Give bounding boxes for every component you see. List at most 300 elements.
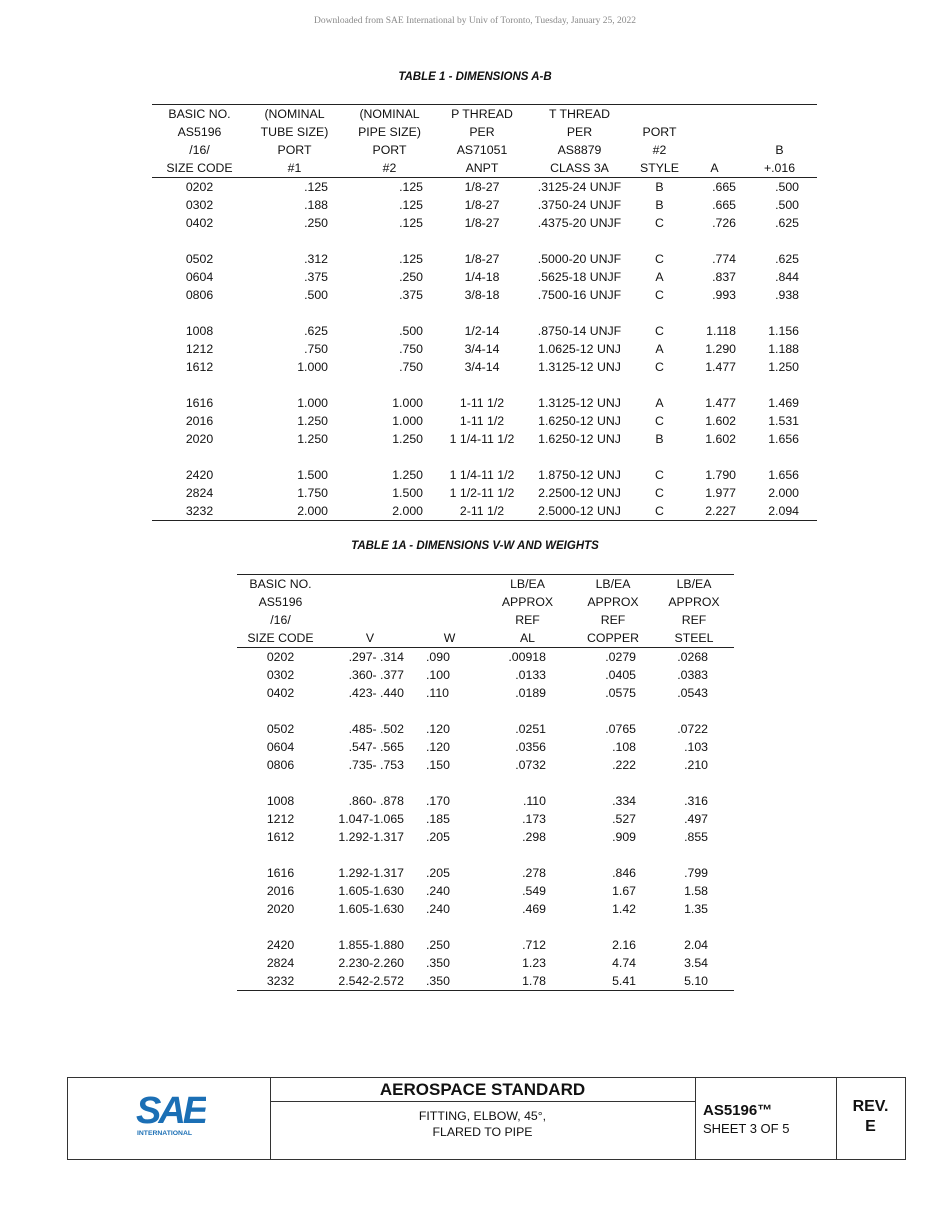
- table1-dimensions-a-b: [152, 104, 817, 521]
- table-cell: 1.3125-12 UNJ: [538, 396, 621, 410]
- table-cell: 0302: [266, 668, 295, 682]
- table-cell: 2824: [185, 486, 214, 500]
- table1-title: TABLE 1 - DIMENSIONS A-B: [398, 71, 552, 83]
- table-cell: .0268: [677, 650, 708, 664]
- table-cell: .625: [304, 324, 328, 338]
- table-cell: 1.118: [706, 324, 736, 338]
- spacer-cell: [237, 702, 734, 720]
- table-cell: 0402: [185, 216, 214, 230]
- table-row: [237, 810, 734, 828]
- table-cell: 0202: [185, 180, 214, 194]
- table-cell: 1612: [185, 360, 214, 374]
- table-cell: .423- .440: [348, 686, 404, 700]
- table-cell: 1/2-14: [464, 324, 500, 338]
- table-cell: .360- .377: [348, 668, 404, 682]
- document-description: [270, 1108, 695, 1140]
- column-header-cell: /16/: [189, 143, 210, 157]
- table-cell: .625: [775, 216, 799, 230]
- table-cell: C: [655, 324, 664, 338]
- table-cell: 2016: [266, 884, 295, 898]
- table-cell: 1.656: [768, 432, 799, 446]
- table-cell: .110: [522, 794, 546, 808]
- table-cell: .185: [426, 812, 450, 826]
- table-cell: .844: [775, 270, 799, 284]
- table-cell: .665: [712, 180, 736, 194]
- column-header-cell: [324, 575, 416, 594]
- sae-logo-mark: SAE: [136, 1091, 206, 1132]
- column-header-cell: ANPT: [437, 159, 527, 178]
- column-header-cell: [324, 611, 416, 629]
- table-cell: 2.5000-12 UNJ: [527, 502, 632, 521]
- table-cell: .469: [522, 902, 546, 916]
- table-row: [152, 250, 817, 268]
- table1a-title: TABLE 1A - DIMENSIONS V-W AND WEIGHTS: [351, 540, 599, 552]
- table-cell: 1.250: [768, 360, 799, 374]
- table-cell: .726: [712, 216, 736, 230]
- column-header-cell: /16/: [270, 613, 291, 627]
- table-cell: 2824: [266, 956, 295, 970]
- column-header-cell: SIZE CODE: [237, 629, 324, 648]
- column-header-cell: PIPE SIZE): [358, 125, 421, 139]
- table-cell: 1.000: [297, 360, 328, 374]
- table-row: [237, 720, 734, 738]
- column-header-cell: [687, 123, 742, 141]
- column-header-cell: #1: [247, 159, 342, 178]
- table-row: [237, 900, 734, 918]
- table-cell: 3.54: [684, 956, 708, 970]
- table-row: [152, 196, 817, 214]
- group-spacer-row: [152, 232, 817, 250]
- table-cell: .250: [399, 270, 423, 284]
- table-cell: 2.000: [342, 502, 437, 521]
- column-header-cell: P THREAD: [437, 105, 527, 124]
- table-cell: 2020: [185, 432, 214, 446]
- table-cell: .855: [684, 830, 708, 844]
- table-cell: .350: [426, 956, 450, 970]
- revision-cell: [836, 1078, 905, 1159]
- table-cell: .909: [612, 830, 636, 844]
- table-cell: 0402: [266, 686, 295, 700]
- table-cell: .205: [426, 866, 450, 880]
- table-cell: .860- .878: [348, 794, 404, 808]
- table-cell: 2.2500-12 UNJ: [538, 486, 621, 500]
- table-row: [152, 322, 817, 340]
- table-cell: 1.000: [392, 414, 423, 428]
- column-header-cell: STYLE: [632, 159, 687, 178]
- table-cell: 5.10: [654, 972, 734, 991]
- table-row: [237, 954, 734, 972]
- column-header-cell: AL: [483, 629, 572, 648]
- description-line-1: FITTING, ELBOW, 45°,: [418, 1109, 547, 1123]
- table-cell: 1.250: [392, 468, 423, 482]
- table-cell: 1.250: [297, 414, 328, 428]
- sae-logo: [136, 1091, 206, 1137]
- spacer-cell: [152, 232, 817, 250]
- column-header-cell: BASIC NO.: [237, 575, 324, 594]
- group-spacer-row: [152, 448, 817, 466]
- column-header-cell: REF: [681, 613, 707, 627]
- table-cell: B: [655, 198, 664, 212]
- table-cell: 1.58: [684, 884, 708, 898]
- table-cell: 0202: [266, 650, 295, 664]
- table-cell: .278: [522, 866, 546, 880]
- table-cell: .205: [426, 830, 450, 844]
- table-cell: .0133: [515, 668, 546, 682]
- table-cell: 1.250: [392, 432, 423, 446]
- column-header-cell: BASIC NO.: [152, 105, 247, 124]
- table-cell: .210: [684, 758, 708, 772]
- table-cell: 0604: [185, 270, 214, 284]
- table-cell: 1.750: [297, 486, 328, 500]
- table-row: [152, 178, 817, 197]
- table-cell: .312: [304, 252, 328, 266]
- table-row: [152, 502, 817, 521]
- column-header-cell: REF: [600, 613, 626, 627]
- column-header-cell: AS8879: [557, 143, 602, 157]
- table-cell: 2.000: [768, 486, 799, 500]
- table-cell: C: [655, 288, 664, 302]
- table-cell: .0405: [605, 668, 636, 682]
- column-header-cell: (NOMINAL: [342, 105, 437, 124]
- table-cell: B: [655, 180, 664, 194]
- table-cell: 3232: [237, 972, 324, 991]
- table-cell: .100: [426, 668, 450, 682]
- table-cell: 4.74: [612, 956, 636, 970]
- table-cell: 1.855-1.880: [338, 938, 404, 952]
- table-cell: 1.3125-12 UNJ: [538, 360, 621, 374]
- table-row: [237, 738, 734, 756]
- table-cell: 1/8-27: [464, 198, 500, 212]
- table-cell: 1.602: [705, 432, 736, 446]
- table-cell: 1612: [266, 830, 295, 844]
- column-header-cell: LB/EA: [654, 575, 734, 594]
- table-cell: C: [655, 360, 664, 374]
- table-row: [237, 828, 734, 846]
- table-cell: .938: [775, 288, 799, 302]
- table-cell: 1.156: [768, 324, 799, 338]
- table-row: [237, 972, 734, 991]
- column-header-cell: W: [416, 629, 483, 648]
- column-header-cell: PER: [469, 125, 495, 139]
- table-cell: 1 1/2-11 1/2: [449, 486, 515, 500]
- table-cell: 1/8-27: [464, 252, 500, 266]
- table-cell: .4375-20 UNJF: [537, 216, 622, 230]
- table-row: [237, 864, 734, 882]
- table-cell: .750: [304, 342, 328, 356]
- table-cell: .750: [399, 360, 423, 374]
- sae-logo-cell: [68, 1078, 271, 1159]
- column-header-cell: [742, 123, 817, 141]
- table-cell: 5.41: [572, 972, 654, 991]
- table-cell: .188: [304, 198, 328, 212]
- table-cell: .298: [522, 830, 546, 844]
- table-cell: .375: [399, 288, 423, 302]
- standard-cell: [270, 1078, 696, 1159]
- table-cell: 1.477: [705, 360, 736, 374]
- header-row: [237, 593, 734, 611]
- header-row: [237, 629, 734, 648]
- column-header-cell: [742, 105, 817, 124]
- table-cell: C: [655, 216, 664, 230]
- table-row: [152, 484, 817, 502]
- table-row: [152, 394, 817, 412]
- table-cell: 1.250: [297, 432, 328, 446]
- table-cell: .799: [684, 866, 708, 880]
- spacer-cell: [152, 448, 817, 466]
- table-cell: .3750-24 UNJF: [537, 198, 622, 212]
- table-cell: 3232: [152, 502, 247, 521]
- table-cell: 3/4-14: [464, 360, 500, 374]
- column-header-cell: PER: [566, 125, 593, 139]
- table-row: [152, 430, 817, 448]
- table-cell: .0732: [515, 758, 546, 772]
- standard-type: AEROSPACE STANDARD: [270, 1078, 695, 1102]
- column-header-cell: [687, 105, 742, 124]
- table-cell: .774: [712, 252, 736, 266]
- description-line-2: FLARED TO PIPE: [432, 1125, 533, 1139]
- table-cell: .0383: [677, 668, 708, 682]
- table-cell: .549: [522, 884, 546, 898]
- table-cell: A: [655, 342, 664, 356]
- group-spacer-row: [152, 304, 817, 322]
- table-cell: .250: [426, 938, 450, 952]
- header-row: [237, 611, 734, 629]
- column-header-cell: [687, 141, 742, 159]
- revision-value: E: [865, 1118, 876, 1135]
- table-row: [237, 792, 734, 810]
- table-cell: .222: [612, 758, 636, 772]
- column-header-cell: AS5196: [177, 125, 222, 139]
- table-cell: 1.790: [705, 468, 736, 482]
- table-cell: 2.227: [687, 502, 742, 521]
- table-row: [237, 756, 734, 774]
- table-cell: .500: [775, 198, 799, 212]
- column-header-cell: #2: [342, 159, 437, 178]
- table-cell: 1.047-1.065: [338, 812, 404, 826]
- header-row: [152, 105, 817, 124]
- column-header-cell: REF: [515, 613, 540, 627]
- table-cell: .125: [399, 252, 423, 266]
- table-cell: C: [655, 252, 664, 266]
- column-header-cell: APPROX: [587, 595, 639, 609]
- column-header-cell: AS71051: [456, 143, 508, 157]
- table-cell: .150: [426, 758, 450, 772]
- table-cell: 1.290: [705, 342, 736, 356]
- table-cell: A: [655, 270, 664, 284]
- table-cell: .7500-16 UNJF: [537, 288, 622, 302]
- table-cell: 1 1/4-11 1/2: [449, 468, 515, 482]
- column-header-cell: #2: [652, 143, 667, 157]
- title-block: [67, 1077, 906, 1160]
- table-row: [237, 882, 734, 900]
- table-cell: 1-11 1/2: [459, 396, 505, 410]
- column-header-cell: LB/EA: [572, 575, 654, 594]
- table-cell: 0806: [185, 288, 214, 302]
- spacer-cell: [152, 376, 817, 394]
- column-header-cell: COPPER: [572, 629, 654, 648]
- header-row: [152, 123, 817, 141]
- header-row: [237, 575, 734, 594]
- table-row: [237, 936, 734, 954]
- table-cell: .846: [612, 866, 636, 880]
- table-cell: .120: [426, 722, 450, 736]
- group-spacer-row: [152, 376, 817, 394]
- table-cell: .0765: [605, 722, 636, 736]
- table-cell: .625: [775, 252, 799, 266]
- column-header-cell: [632, 105, 687, 124]
- table-cell: 1.67: [612, 884, 636, 898]
- column-header-cell: [416, 593, 483, 611]
- spacer-cell: [237, 918, 734, 936]
- table-cell: .500: [775, 180, 799, 194]
- table-cell: .334: [612, 794, 636, 808]
- revision-label: REV.: [852, 1098, 889, 1115]
- table1a-dimensions-v-w-weights: [237, 574, 734, 991]
- table-cell: 1.500: [297, 468, 328, 482]
- table-row: [152, 286, 817, 304]
- table-cell: 1616: [185, 396, 214, 410]
- table-cell: C: [655, 486, 664, 500]
- table-row: [152, 358, 817, 376]
- table-cell: .0251: [515, 722, 546, 736]
- table-cell: 1.605-1.630: [338, 902, 404, 916]
- table-cell: 1.500: [392, 486, 423, 500]
- table-cell: 1.977: [705, 486, 736, 500]
- table-cell: 1.477: [705, 396, 736, 410]
- spacer-cell: [237, 846, 734, 864]
- column-header-cell: PORT: [642, 125, 677, 139]
- table-cell: .8750-14 UNJF: [537, 324, 622, 338]
- table-cell: 3/8-18: [464, 288, 500, 302]
- table-cell: 1 1/4-11 1/2: [449, 432, 515, 446]
- table-row: [237, 684, 734, 702]
- table-cell: 1.188: [768, 342, 799, 356]
- table-cell: .0722: [677, 722, 708, 736]
- table-cell: 1.6250-12 UNJ: [538, 432, 621, 446]
- table-cell: .500: [399, 324, 423, 338]
- column-header-cell: T THREAD: [527, 105, 632, 124]
- table-cell: .0543: [677, 686, 708, 700]
- column-header-cell: +.016: [742, 159, 817, 178]
- table-cell: .5000-20 UNJF: [537, 252, 622, 266]
- table-cell: 2420: [185, 468, 214, 482]
- table-cell: C: [655, 414, 664, 428]
- table-cell: .125: [304, 180, 328, 194]
- table-cell: 2.04: [684, 938, 708, 952]
- table-cell: 1.605-1.630: [338, 884, 404, 898]
- table-cell: 1.23: [522, 956, 546, 970]
- table1a-header: [237, 575, 734, 648]
- table-cell: .103: [684, 740, 708, 754]
- spacer-cell: [237, 774, 734, 792]
- document-number: AS5196™: [703, 1102, 773, 1119]
- table-cell: 2016: [185, 414, 214, 428]
- column-header-cell: AS5196: [258, 595, 303, 609]
- table-cell: .837: [712, 270, 736, 284]
- table-cell: .250: [304, 216, 328, 230]
- table-cell: .500: [304, 288, 328, 302]
- column-header-cell: LB/EA: [483, 575, 572, 594]
- group-spacer-row: [237, 918, 734, 936]
- table-row: [152, 268, 817, 286]
- table-cell: 0806: [266, 758, 295, 772]
- table-cell: .750: [399, 342, 423, 356]
- column-header-cell: APPROX: [501, 595, 554, 609]
- table-cell: .110: [426, 686, 450, 700]
- table-cell: 1-11 1/2: [459, 414, 505, 428]
- table-row: [237, 666, 734, 684]
- column-header-cell: CLASS 3A: [527, 159, 632, 178]
- table-cell: .240: [426, 902, 450, 916]
- table-cell: .375: [304, 270, 328, 284]
- table-cell: .350: [416, 972, 483, 991]
- column-header-cell: STEEL: [654, 629, 734, 648]
- column-header-cell: A: [687, 159, 742, 178]
- spacer-cell: [152, 304, 817, 322]
- table-cell: .125: [399, 216, 423, 230]
- table-cell: 1616: [266, 866, 295, 880]
- table-cell: .00918: [508, 650, 546, 664]
- header-row: [152, 141, 817, 159]
- table-cell: .993: [712, 288, 736, 302]
- column-header-cell: B: [775, 143, 784, 157]
- table-cell: 2-11 1/2: [437, 502, 527, 521]
- column-header-cell: V: [324, 629, 416, 648]
- table-cell: 1.8750-12 UNJ: [538, 468, 621, 482]
- table-cell: .125: [399, 180, 423, 194]
- table-cell: 2.000: [247, 502, 342, 521]
- table-cell: .3125-24 UNJF: [537, 180, 622, 194]
- sae-logo-subtext: INTERNATIONAL: [137, 1130, 192, 1137]
- table-cell: 2020: [266, 902, 295, 916]
- column-header-cell: TUBE SIZE): [260, 125, 329, 139]
- table-cell: 1.78: [483, 972, 572, 991]
- column-header-cell: [416, 611, 483, 629]
- table-row: [152, 214, 817, 232]
- table-cell: .090: [426, 650, 450, 664]
- table-cell: .712: [522, 938, 546, 952]
- table-row: [237, 648, 734, 667]
- sheet-number: SHEET 3 OF 5: [703, 1121, 790, 1136]
- column-header-cell: PORT: [372, 143, 407, 157]
- table-cell: 2.16: [612, 938, 636, 952]
- table-cell: 2.094: [742, 502, 817, 521]
- column-header-cell: [324, 593, 416, 611]
- table-cell: 1/8-27: [464, 216, 500, 230]
- table-cell: 0502: [185, 252, 214, 266]
- table-cell: B: [655, 432, 664, 446]
- table-cell: 1.656: [768, 468, 799, 482]
- table-cell: 2.230-2.260: [338, 956, 404, 970]
- table-cell: .0189: [515, 686, 546, 700]
- table-cell: 1.531: [768, 414, 799, 428]
- table-cell: 1212: [185, 342, 214, 356]
- table-cell: C: [632, 502, 687, 521]
- table-cell: .0356: [515, 740, 546, 754]
- table1-header: [152, 105, 817, 178]
- table-cell: 2420: [266, 938, 295, 952]
- table-cell: 1/8-27: [464, 180, 500, 194]
- table-cell: .170: [426, 794, 450, 808]
- table-cell: 1.602: [705, 414, 736, 428]
- table-cell: 1/4-18: [464, 270, 500, 284]
- table-cell: 0502: [266, 722, 295, 736]
- group-spacer-row: [237, 774, 734, 792]
- table-cell: .240: [426, 884, 450, 898]
- table-cell: .485- .502: [348, 722, 404, 736]
- table-row: [152, 466, 817, 484]
- table-cell: 1.292-1.317: [338, 866, 404, 880]
